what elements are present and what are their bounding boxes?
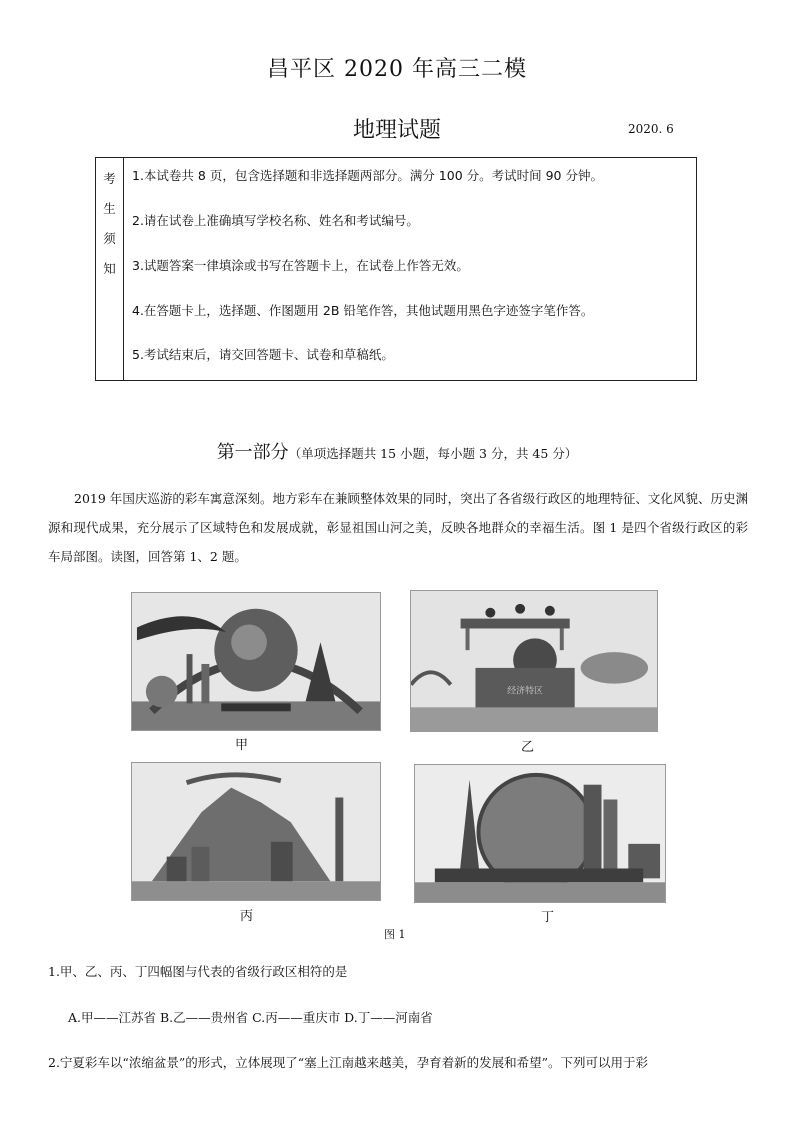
float-yi-panel-text: 经济特区 <box>507 686 543 697</box>
caption-ding: 丁 <box>541 910 555 925</box>
question-2: 2.宁夏彩车以“浓缩盆景”的形式，立体展现了“塞上江南越来越美，孕育着新的发展和希望”。下列可以用于彩 <box>48 1055 648 1070</box>
notice-item: 1.本试卷共 8 页，包含选择题和非选择题两部分。满分 100 分。考试时间 90 分钟。 <box>132 168 603 183</box>
float-photo-jia <box>131 592 381 731</box>
float-photo-yi <box>410 590 658 732</box>
notice-label <box>96 158 124 380</box>
float-photo-bing <box>131 762 381 901</box>
figure-caption: 图 1 <box>384 928 406 941</box>
float-photo-jia-drawing <box>132 593 380 730</box>
notice-label-char: 生 <box>103 201 116 216</box>
intro-paragraph: 2019 年国庆巡游的彩车寓意深刻。地方彩车在兼顾整体效果的同时，突出了各省级行政区的地理特征、文化风貌、历史渊源和现代成果，充分展示了区域特色和发展成就，彰显祖国山河之美，反映各地群众的幸福生活。图 1 是四个省级行政区的彩车局部图。读图，回答第 1、2 题。 <box>48 491 748 564</box>
notice-item: 2.请在试卷上准确填写学校名称、姓名和考试编号。 <box>132 213 419 228</box>
section-heading <box>0 438 794 464</box>
exam-title: 昌平区 2020 年高三二模 <box>267 57 527 82</box>
question-1-options: A.甲——江苏省 B.乙——贵州省 C.丙——重庆市 D.丁——河南省 <box>68 1010 433 1025</box>
notice-box <box>95 157 697 381</box>
caption-yi: 乙 <box>521 740 535 755</box>
notice-label-char: 须 <box>103 231 116 246</box>
question-1: 1.甲、乙、丙、丁四幅图与代表的省级行政区相符的是 <box>48 964 348 979</box>
caption-jia: 甲 <box>235 738 249 753</box>
notice-label-char: 考 <box>103 171 116 186</box>
notice-item: 4.在答题卡上，选择题、作图题用 2B 铅笔作答，其他试题用黑色字迹签字笔作答。 <box>132 303 594 318</box>
float-photo-ding <box>414 764 666 903</box>
float-photo-ding-drawing <box>415 765 665 902</box>
float-photo-bing-drawing <box>132 763 380 900</box>
exam-date: 2020. 6 <box>628 122 674 136</box>
section-note: （单项选择题共 15 小题，每小题 3 分，共 45 分） <box>288 446 578 461</box>
float-photo-yi-drawing <box>411 591 657 731</box>
notice-label-char: 知 <box>103 261 116 276</box>
notice-item: 3.试题答案一律填涂或书写在答题卡上，在试卷上作答无效。 <box>132 258 469 273</box>
subject-title: 地理试题 <box>352 118 441 143</box>
notice-item: 5.考试结束后，请交回答题卡、试卷和草稿纸。 <box>132 347 394 362</box>
caption-bing: 丙 <box>240 909 254 924</box>
section-title: 第一部分 <box>216 442 289 463</box>
